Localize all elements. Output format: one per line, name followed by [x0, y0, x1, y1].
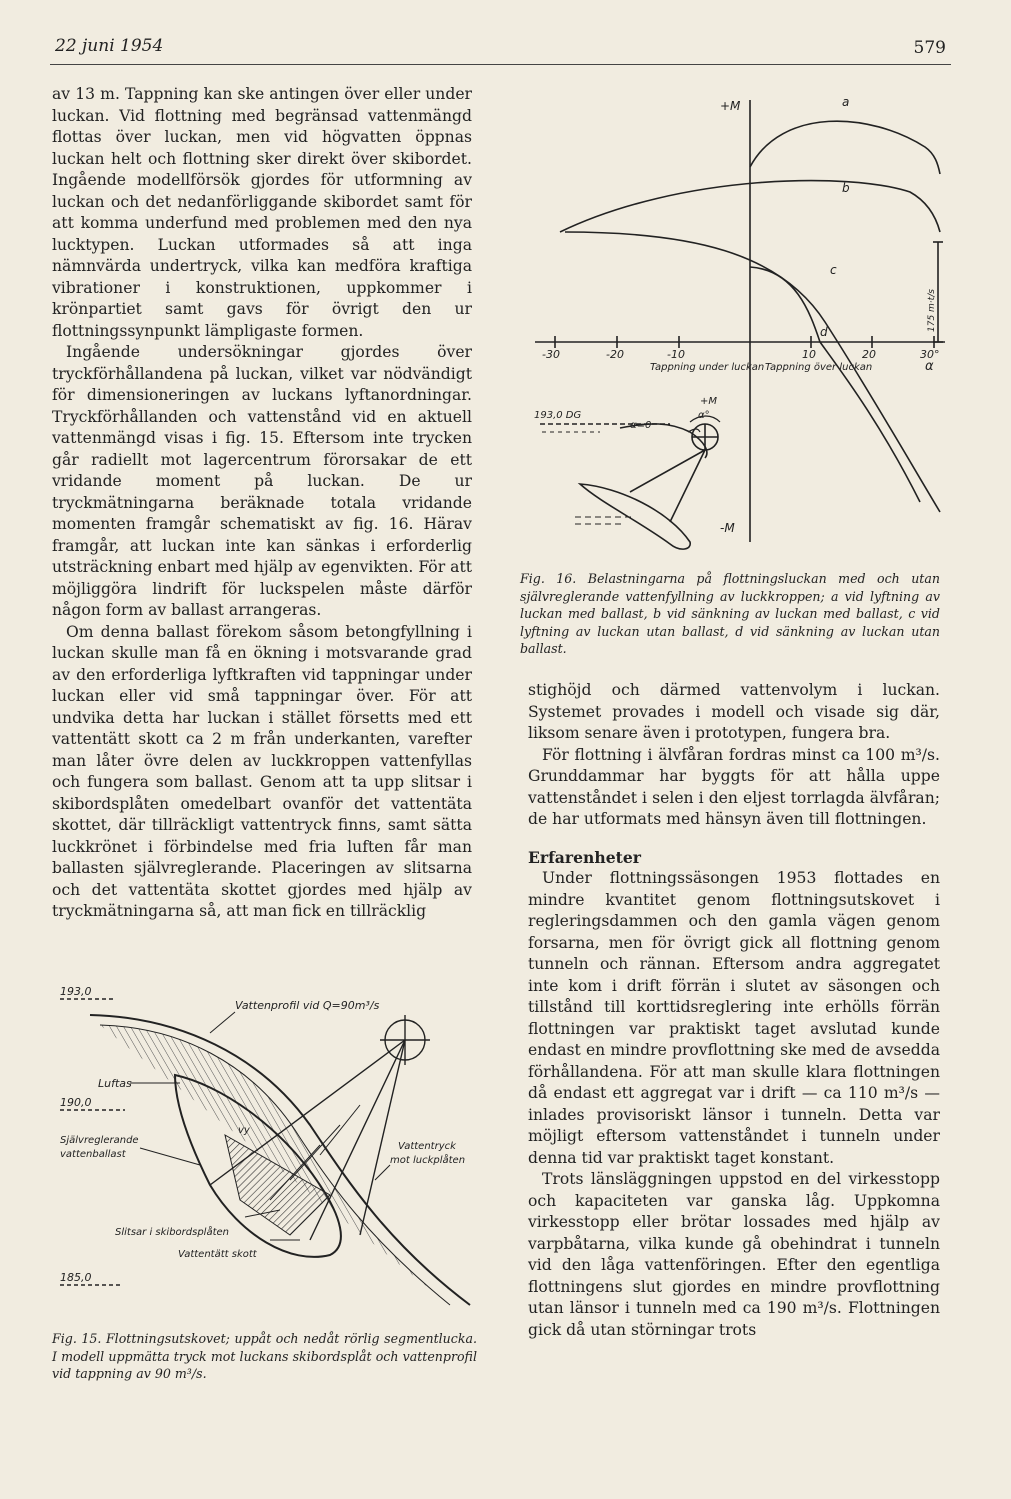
fig15-label-vy: vy — [238, 1125, 250, 1136]
fig16-curve-d — [750, 267, 920, 502]
fig15-label-mot-luckplaten: mot luckplåten — [390, 1155, 466, 1166]
fig16-tick-label: 20 — [862, 348, 876, 361]
paragraph: stighöjd och därmed vattenvolym i luckan. Systemet provades i modell och visade sig där, liksom senare även i prototypen, fungera bra. — [528, 681, 940, 742]
fig16-curve-a — [750, 121, 940, 174]
fig15-diagram — [30, 985, 480, 1325]
fig16-curve-label-d: d — [820, 325, 828, 339]
fig16-curve-label-c: c — [830, 263, 837, 277]
fig16-inset-alpha0: α=0 — [630, 420, 652, 431]
fig16-alpha-label: α — [925, 359, 934, 374]
fig16-region-over-label: Tappning över luckan — [765, 362, 873, 373]
fig16-caption: Fig. 16. Belastningarna på flottningsluckan med och utan självreglerande vattenfyllning av luckkroppen; a vid lyftning av luckan med ballast, b vid sänkning av luckan med ballast, c vid lyftning av luckan utan ballast, d vid sänkning av luckan utan ballast. — [520, 571, 940, 656]
fig15-label-vattentatt-skott: Vattentätt skott — [178, 1249, 257, 1260]
fig16-minus-m-label: -M — [720, 521, 735, 535]
fig16-inset-alphadeg: α° — [698, 410, 710, 421]
fig16-tick-label: 30° — [920, 348, 940, 361]
page-number: 579 — [913, 38, 946, 58]
fig16-tick-label: -30 — [542, 348, 560, 361]
paragraph: Trots länsläggningen uppstod en del virkesstopp och kapaciteten var ganska låg. Uppkomna virkesstopp eller brötar lossades med hjälp av varpbåtarna, vilka kunde gå obehindrat i tunneln vid den låga vattenföringen. Efter den egentliga flottningens slut gjordes en mindre provflottning utan länsor i tunneln med ca 190 m³/s. Flottningen gick då utan störningar trots — [528, 1170, 940, 1339]
fig16-scale-label: 175 m·t/s — [927, 289, 937, 332]
fig15-label-slitsar: Slitsar i skibordsplåten — [115, 1227, 229, 1238]
left-column — [52, 84, 472, 923]
fig15-label-luftas: Luftas — [98, 1077, 132, 1090]
fig16-tick-label: -20 — [606, 348, 624, 361]
fig16-plus-m-label: +M — [720, 99, 741, 113]
paragraph: Ingående undersökningar gjordes över tryckförhållandena på luckan, vilket var nödvändigt för dimensioneringen av luckans lyftanordningar. Tryckförhållanden och vattenstånd vid en aktuell vattenmängd visas i fig. 15. Eftersom inte trycken går radiellt mot lagercentrum förorsakar de ett vridande moment på luckan. De ur tryckmätningarna beräknade totala vridande momenten framgår schematiskt av fig. 16. Härav framgår, att luckan inte kan sänkas i erforderlig utsträckning enbart med hjälp av egenvikten. För att möjliggöra lindrift för luckspelen måste därför någon form av ballast arrangeras. — [52, 343, 472, 619]
fig15-label-vattenprofil: Vattenprofil vid Q=90m³/s — [235, 999, 380, 1012]
fig15-caption: Fig. 15. Flottningsutskovet; uppåt och nedåt rörlig segmentlucka. I modell uppmätta tryck mot luckans skibordsplåt och vattenprofil vid tappning av 90 m³/s. — [52, 1331, 477, 1381]
fig15-level-193: 193,0 — [60, 985, 92, 998]
fig16-curve-label-a: a — [842, 95, 850, 109]
fig15-label-vattenballast: vattenballast — [60, 1149, 126, 1160]
fig16-curve-label-b: b — [842, 181, 850, 195]
paragraph: Om denna ballast förekom såsom betongfyllning i luckan skulle man få en ökning i motsvarande grad av den erforderliga lyftkraften vid tappningar under luckan eller vid små tappningar över. För att undvika detta har luckan i stället försetts med ett vattentätt skott ca 2 m från underkanten, varefter man låter övre delen av luckkroppen vattenfyllas och fungera som ballast. Genom att ta upp slitsar i skibordsplåten omedelbart ovanför det vattentäta skottet, där tillräckligt vattentryck finns, samt sätta luckkrönet i förbindelse med fria luften får man ballasten självreglerande. Placeringen av slitsarna och det vattentäta skottet gjordes med hjälp av tryckmätningarna så, att man fick en tillräcklig — [52, 622, 472, 920]
fig15-level-185: 185,0 — [60, 1271, 92, 1284]
fig15-level-190: 190,0 — [60, 1096, 92, 1109]
fig16-region-under-label: Tappning under luckan — [650, 362, 765, 373]
paragraph: För flottning i älvfåran fordras minst ca 100 m³/s. Grunddammar har byggts för att hålla uppe vattenståndet i selen i den eljest torrlagda älvfåran; de har utformats med hänsyn även till flottningen. — [528, 745, 940, 828]
paragraph: av 13 m. Tappning kan ske antingen över eller under luckan. Vid flottning med begränsad vattenmängd flottas över luckan, men vid högvatten öppnas luckan helt och flottning sker direkt över skibordet. Ingående modellförsök gjordes för utformning av luckan och det nedanförliggande skibordet samt för att komma underfund med problemen med den nya lucktypen. Luckan utformades så att inga nämnvärda undertryck, vilka kan medföra kraftiga vibrationer i konstruktionen, uppkommer i krönpartiet samt gavs för övrigt den ur flottningssynpunkt lämpligaste formen. — [52, 85, 472, 340]
header-rule — [50, 64, 951, 65]
right-column — [528, 680, 940, 1341]
fig16-diagram — [520, 92, 950, 562]
fig15-label-vattentryck: Vattentryck — [398, 1141, 456, 1152]
fig16-tick-label: -10 — [667, 348, 685, 361]
fig16-tick-label: 10 — [802, 348, 816, 361]
fig15-label-sjalvreglerande: Självreglerande — [60, 1135, 139, 1146]
fig16-inset-level: 193,0 DG — [534, 410, 582, 421]
fig16-inset-plus-m: +M — [700, 396, 718, 407]
header-date: 22 juni 1954 — [55, 36, 164, 56]
section-heading: Erfarenheter — [528, 847, 641, 867]
paragraph: Under flottningssäsongen 1953 flottades en mindre kvantitet genom flottningsutskovet i regleringsdammen och den gamla vägen genom forsarna, men för övrigt gick all flottning genom tunneln och rännan. Eftersom andra aggregatet inte kom i drift förrän i slutet av säsongen och tillstånd till korttidsreglering inte erhölls förrän flottningen var praktiskt taget avslutad kunde endast en mindre provflottning ske med de avsedda förhållandena. För att man skulle klara flottningen då endast ett aggregat var i drift — ca 110 m³/s — inlades provisoriskt länsor i tunneln. Detta var möjligt eftersom vattenståndet i tunneln under denna tid var praktiskt taget konstant. — [528, 869, 940, 1167]
page-header — [55, 30, 946, 60]
